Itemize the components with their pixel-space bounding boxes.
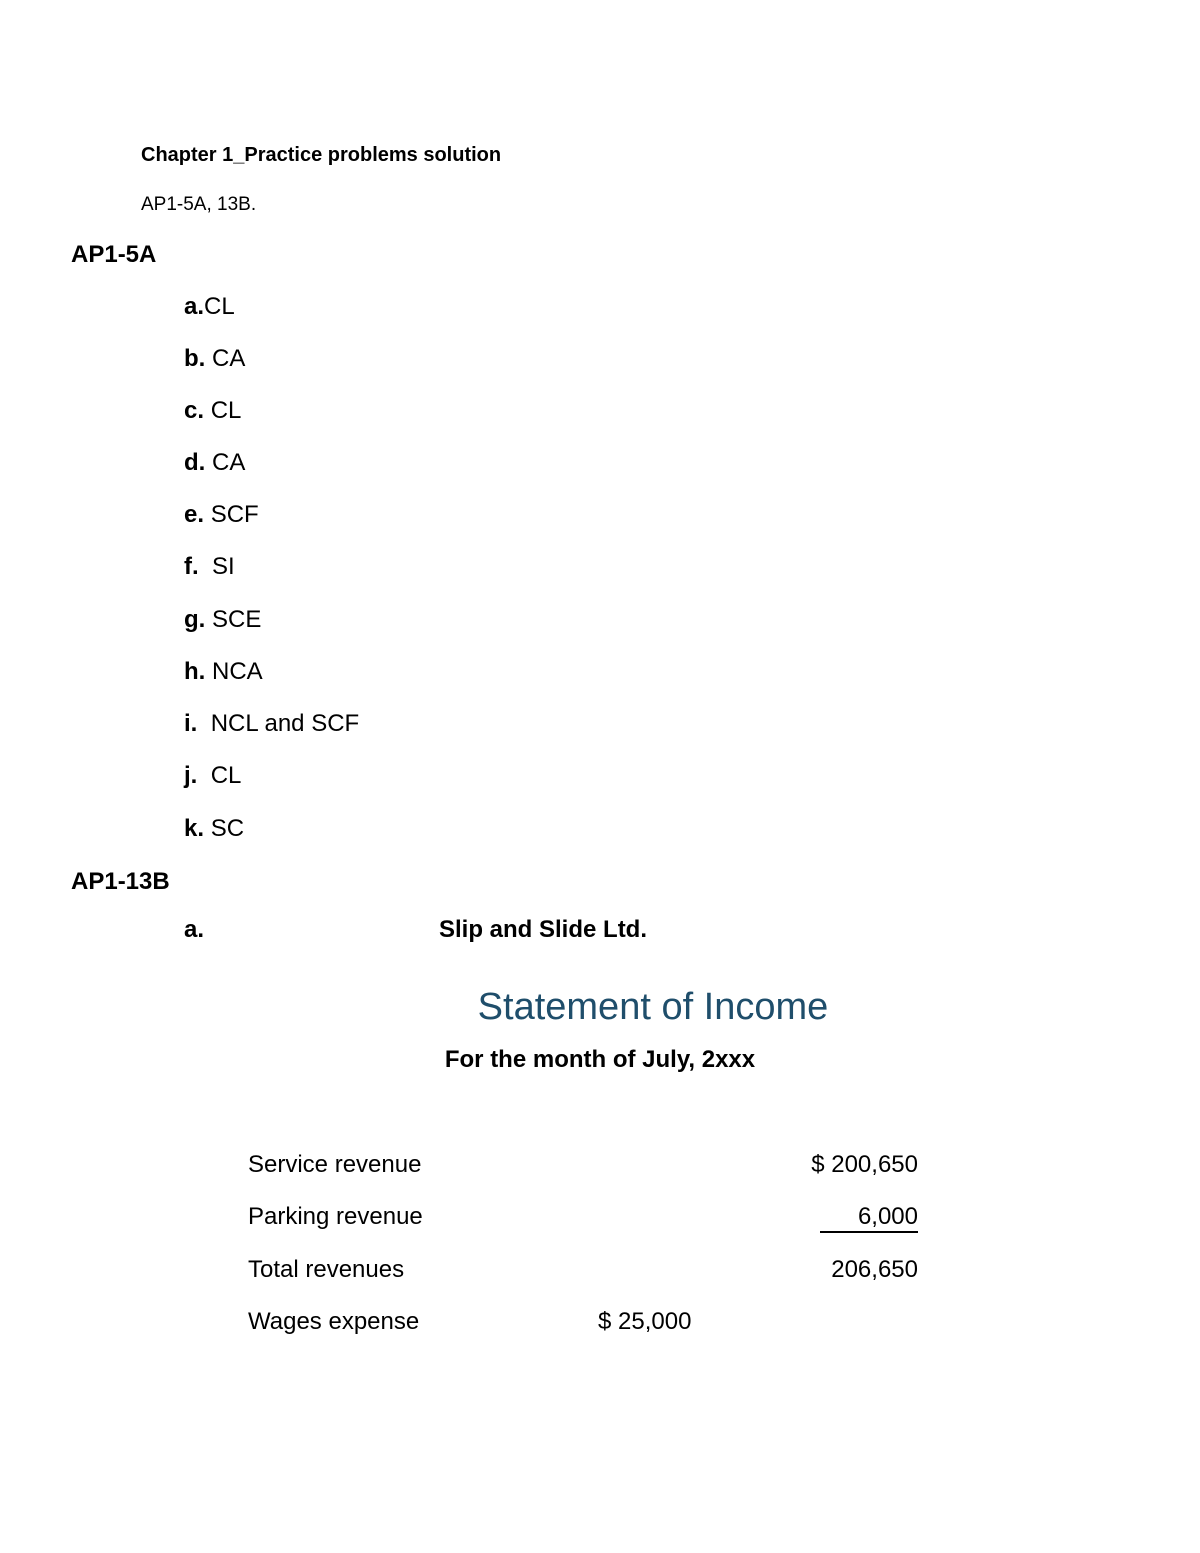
total-revenues-amount: 206,650 — [831, 1256, 918, 1283]
document-subtitle: AP1-5A, 13B. — [141, 194, 257, 215]
answer-letter: c. — [184, 397, 205, 424]
answer-item — [184, 815, 244, 843]
answer-text: NCA — [212, 658, 263, 685]
answer-item — [184, 553, 235, 581]
answer-text: CL — [210, 762, 242, 789]
answer-text: CA — [212, 449, 246, 476]
document-title: Chapter 1_Practice problems solution — [141, 144, 502, 166]
wages-expense-amount: $ 25,000 — [598, 1308, 692, 1335]
wages-expense-label: Wages expense — [248, 1308, 420, 1335]
answer-text: SI — [212, 553, 235, 580]
answer-item — [184, 293, 235, 321]
answer-letter: k. — [184, 815, 205, 842]
answer-item — [184, 606, 261, 634]
answer-letter: i. — [184, 710, 198, 737]
parking-revenue-label: Parking revenue — [248, 1203, 423, 1230]
section-heading-ap1-13b: AP1-13B — [71, 868, 170, 895]
part-letter: a. — [184, 916, 205, 943]
answer-letter: b. — [184, 345, 206, 372]
answer-text: SCE — [212, 606, 262, 633]
total-revenues-label: Total revenues — [248, 1256, 405, 1283]
answer-item — [184, 658, 263, 686]
answer-letter: h. — [184, 658, 206, 685]
answer-letter: e. — [184, 501, 205, 528]
statement-period: For the month of July, 2xxx — [444, 1046, 756, 1073]
answer-text: CL — [210, 397, 242, 424]
service-revenue-label: Service revenue — [248, 1151, 422, 1178]
answer-letter: g. — [184, 606, 206, 633]
answer-item — [184, 762, 241, 790]
answer-text: NCL and SCF — [210, 710, 360, 737]
answer-item — [184, 449, 245, 477]
parking-revenue-amount: 6,000 — [820, 1203, 918, 1233]
answer-item — [184, 397, 241, 425]
statement-title: Statement of Income — [477, 986, 829, 1028]
answer-letter: d. — [184, 449, 206, 476]
answer-text: SC — [210, 815, 245, 842]
service-revenue-amount: $ 200,650 — [811, 1151, 918, 1178]
company-name: Slip and Slide Ltd. — [439, 916, 648, 943]
answer-text: CL — [204, 293, 235, 320]
answer-letter: f. — [184, 553, 199, 580]
answer-letter: a. — [184, 293, 205, 320]
answer-text: SCF — [210, 501, 259, 528]
answer-item — [184, 501, 259, 529]
answer-item — [184, 710, 359, 738]
section-heading-ap1-5a: AP1-5A — [71, 241, 157, 268]
answer-item — [184, 345, 245, 373]
answer-text: CA — [212, 345, 246, 372]
answer-letter: j. — [184, 762, 198, 789]
